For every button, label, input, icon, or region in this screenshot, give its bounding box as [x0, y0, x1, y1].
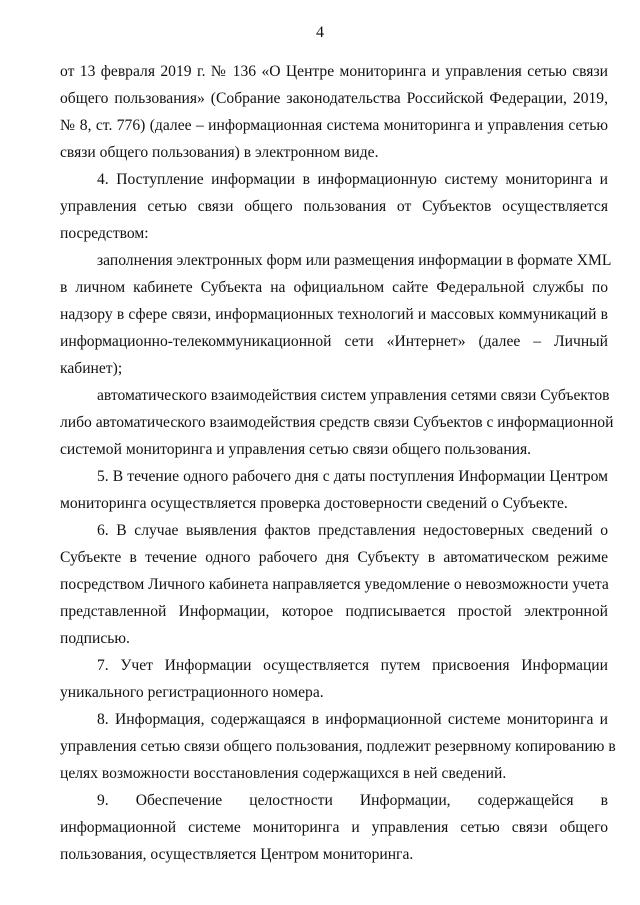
- text-line: управления сетью связи общего пользования от Субъектов осуществляется: [60, 198, 608, 215]
- text-line: надзору в сфере связи, информационных технологий и массовых коммуникаций в: [60, 306, 608, 323]
- text-line: 7. Учет Информации осуществляется путем присвоения Информации: [97, 657, 608, 674]
- text-line: Субъекте в течение одного рабочего дня Субъекту в автоматическом режиме: [60, 549, 608, 566]
- text-line: кабинет);: [60, 360, 123, 377]
- page-number: 4: [316, 24, 324, 41]
- text-line: целях возможности восстановления содержащихся в ней сведений.: [60, 765, 507, 782]
- text-line: посредством:: [60, 225, 149, 242]
- text-line: 9. Обеспечение целостности Информации, содержащейся в: [97, 792, 608, 809]
- text-line: общего пользования» (Собрание законодательства Российской Федерации, 2019,: [60, 90, 608, 107]
- text-line: 4. Поступление информации в информационную систему мониторинга и: [97, 171, 608, 188]
- text-line: посредством Личного кабинета направляется уведомление о невозможности учета: [60, 576, 609, 593]
- text-line: автоматического взаимодействия систем управления сетями связи Субъектов: [97, 387, 610, 404]
- text-line: 6. В случае выявления фактов представления недостоверных сведений о: [97, 522, 608, 539]
- text-line: связи общего пользования) в электронном виде.: [60, 144, 379, 161]
- text-line: информационной системе мониторинга и управления сетью связи общего: [60, 819, 608, 836]
- text-line: уникального регистрационного номера.: [60, 684, 324, 701]
- text-line: 5. В течение одного рабочего дня с даты поступления Информации Центром: [97, 468, 608, 485]
- text-line: либо автоматического взаимодействия средств связи Субъектов с информационной: [60, 414, 614, 431]
- text-line: информационно-телекоммуникационной сети «Интернет» (далее – Личный: [60, 333, 608, 350]
- text-line: в личном кабинете Субъекта на официальном сайте Федеральной службы по: [60, 279, 608, 296]
- text-line: 8. Информация, содержащаяся в информационной системе мониторинга и: [97, 711, 608, 728]
- text-line: системой мониторинга и управления сетью связи общего пользования.: [60, 441, 532, 458]
- text-line: подписью.: [60, 630, 130, 647]
- text-line: от 13 февраля 2019 г. № 136 «О Центре мониторинга и управления сетью связи: [60, 63, 608, 80]
- text-line: № 8, ст. 776) (далее – информационная система мониторинга и управления сетью: [60, 117, 608, 134]
- text-line: представленной Информации, которое подписывается простой электронной: [60, 603, 608, 620]
- text-line: заполнения электронных форм или размещения информации в формате XML: [97, 252, 612, 269]
- text-line: управления сетью связи общего пользования, подлежит резервному копированию в: [60, 738, 616, 755]
- text-line: пользования, осуществляется Центром мониторинга.: [60, 846, 414, 863]
- text-line: мониторинга осуществляется проверка достоверности сведений о Субъекте.: [60, 495, 568, 512]
